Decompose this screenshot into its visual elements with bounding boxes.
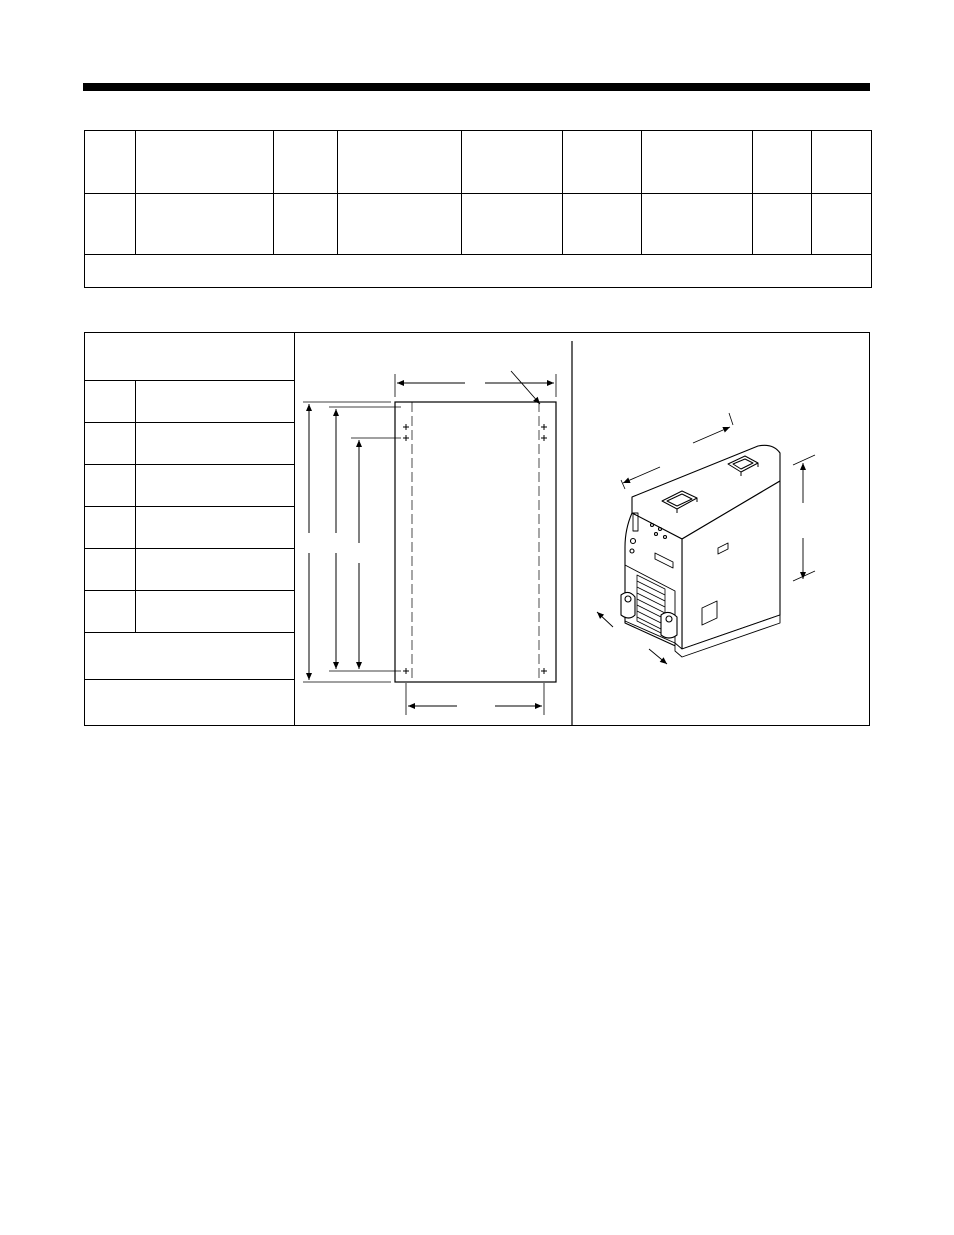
- dimension-drawings: [85, 333, 871, 727]
- spec-data-cell: [338, 194, 462, 254]
- spec-header-cell: [462, 131, 563, 194]
- specifications-table: [84, 130, 872, 288]
- spec-data-cell: [563, 194, 642, 254]
- dimensions-section: [84, 332, 870, 726]
- spec-data-row: [85, 194, 872, 254]
- spec-header-cell: [136, 131, 274, 194]
- mounting-base-plan-drawing: [303, 371, 556, 715]
- spec-header-cell: [812, 131, 872, 194]
- top-header-rule: [83, 83, 870, 91]
- spec-footnote: [85, 254, 872, 287]
- spec-header-row: [85, 131, 872, 194]
- spec-data-cell: [274, 194, 338, 254]
- spec-data-cell: [753, 194, 812, 254]
- spec-header-cell: [274, 131, 338, 194]
- spec-header-cell: [85, 131, 136, 194]
- spec-data-cell: [462, 194, 563, 254]
- spec-header-cell: [563, 131, 642, 194]
- spec-header-cell: [642, 131, 753, 194]
- spec-header-cell: [753, 131, 812, 194]
- spec-data-cell: [85, 194, 136, 254]
- spec-data-cell: [642, 194, 753, 254]
- spec-header-cell: [338, 131, 462, 194]
- welding-power-source-isometric-drawing: [597, 413, 815, 727]
- spec-data-cell: [136, 194, 274, 254]
- spec-data-cell: [812, 194, 872, 254]
- spec-footnote-row: [85, 254, 872, 287]
